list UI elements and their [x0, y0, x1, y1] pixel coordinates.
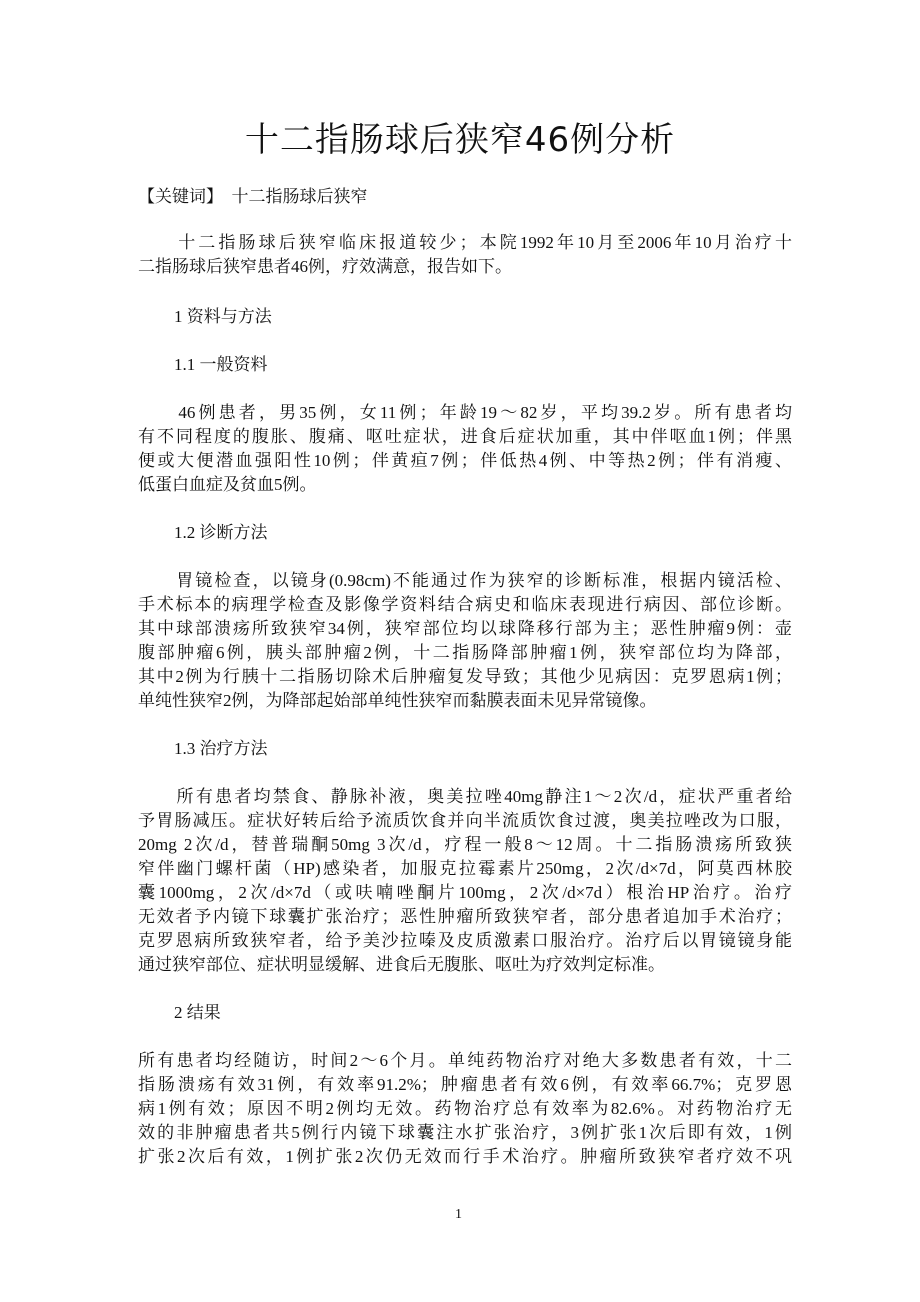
page-number: 1	[455, 1207, 462, 1222]
text-line: 46例患者，男35例，女11例；年龄19～82岁，平均39.2岁。所有患者均	[138, 403, 792, 422]
text-line: 低蛋白血症及贫血5例。	[138, 475, 317, 494]
text-line: 效的非肿瘤患者共5例行内镜下球囊注水扩张治疗，3例扩张1次后即有效，1例	[138, 1123, 792, 1142]
text-line: 其中球部溃疡所致狭窄34例，狭窄部位均以球降移行部为主；恶性肿瘤9例：壶	[138, 619, 792, 638]
subsection-heading: 1.2 诊断方法	[174, 523, 268, 542]
text-line: 囊1000mg，2次/d×7d（或呋喃唑酮片100mg，2次/d×7d）根治HP治疗。治疗	[138, 883, 792, 902]
keywords	[138, 185, 368, 209]
text-line: 所有患者均禁食、静脉补液，奥美拉唑40mg静注1～2次/d，症状严重者给	[138, 787, 792, 806]
text-line: 有不同程度的腹胀、腹痛、呕吐症状，进食后症状加重，其中伴呕血1例；伴黑	[138, 427, 792, 446]
text-line: 窄伴幽门螺杆菌（HP)感染者，加服克拉霉素片250mg，2次/d×7d，阿莫西林胶	[138, 859, 792, 878]
keywords-value: 十二指肠球后狭窄	[231, 187, 368, 206]
text-line: 腹部肿瘤6例，胰头部肿瘤2例，十二指肠降部肿瘤1例，狭窄部位均为降部，	[138, 643, 792, 662]
keywords-label: 【关键词】	[138, 187, 223, 206]
paragraph-results	[138, 1049, 792, 1169]
text-line: 20mg 2次/d，替普瑞酮50mg 3次/d，疗程一般8～12周。十二指肠溃疡所致狭	[138, 835, 792, 854]
text-line: 病1例有效；原因不明2例均无效。药物治疗总有效率为82.6%。对药物治疗无	[138, 1099, 792, 1118]
paragraph-treatment	[138, 785, 792, 977]
text-line: 所有患者均经随访，时间2～6个月。单纯药物治疗对绝大多数患者有效，十二	[138, 1051, 792, 1070]
intro-paragraph	[138, 231, 792, 279]
section-heading: 2 结果	[174, 1003, 221, 1022]
text-line: 二指肠球后狭窄患者46例，疗效满意，报告如下。	[138, 257, 512, 276]
text-line: 十二指肠球后狭窄临床报道较少；本院1992年10月至2006年10月治疗十	[138, 233, 792, 252]
text-line: 予胃肠减压。症状好转后给予流质饮食并向半流质饮食过渡，奥美拉唑改为口服，	[138, 811, 792, 830]
paragraph-general	[138, 401, 792, 497]
subsection-heading: 1.1 一般资料	[174, 355, 268, 374]
subsection-heading: 1.3 治疗方法	[174, 739, 268, 758]
text-line: 扩张2次后有效，1例扩张2次仍无效而行手术治疗。肿瘤所致狭窄者疗效不巩	[138, 1147, 792, 1166]
text-line: 克罗恩病所致狭窄者，给予美沙拉嗪及皮质激素口服治疗。治疗后以胃镜镜身能	[138, 931, 792, 950]
text-line: 便或大便潜血强阳性10例；伴黄疸7例；伴低热4例、中等热2例；伴有消瘦、	[138, 451, 792, 470]
text-line: 手术标本的病理学检查及影像学资料结合病史和临床表现进行病因、部位诊断。	[138, 595, 792, 614]
text-line: 通过狭窄部位、症状明显缓解、进食后无腹胀、呕吐为疗效判定标准。	[138, 955, 665, 974]
text-line: 单纯性狭窄2例，为降部起始部单纯性狭窄而黏膜表面未见异常镜像。	[138, 691, 657, 710]
page-title: 十二指肠球后狭窄46例分析	[244, 120, 676, 160]
text-line: 其中2例为行胰十二指肠切除术后肿瘤复发导致；其他少见病因：克罗恩病1例；	[138, 667, 792, 686]
text-line: 胃镜检查，以镜身(0.98cm)不能通过作为狭窄的诊断标准，根据内镜活检、	[138, 571, 792, 590]
text-line: 无效者予内镜下球囊扩张治疗；恶性肿瘤所致狭窄者，部分患者追加手术治疗；	[138, 907, 792, 926]
text-line: 指肠溃疡有效31例，有效率91.2%；肿瘤患者有效6例，有效率66.7%；克罗恩	[138, 1075, 792, 1094]
paragraph-diagnosis	[138, 569, 792, 713]
section-heading: 1 资料与方法	[174, 307, 272, 326]
